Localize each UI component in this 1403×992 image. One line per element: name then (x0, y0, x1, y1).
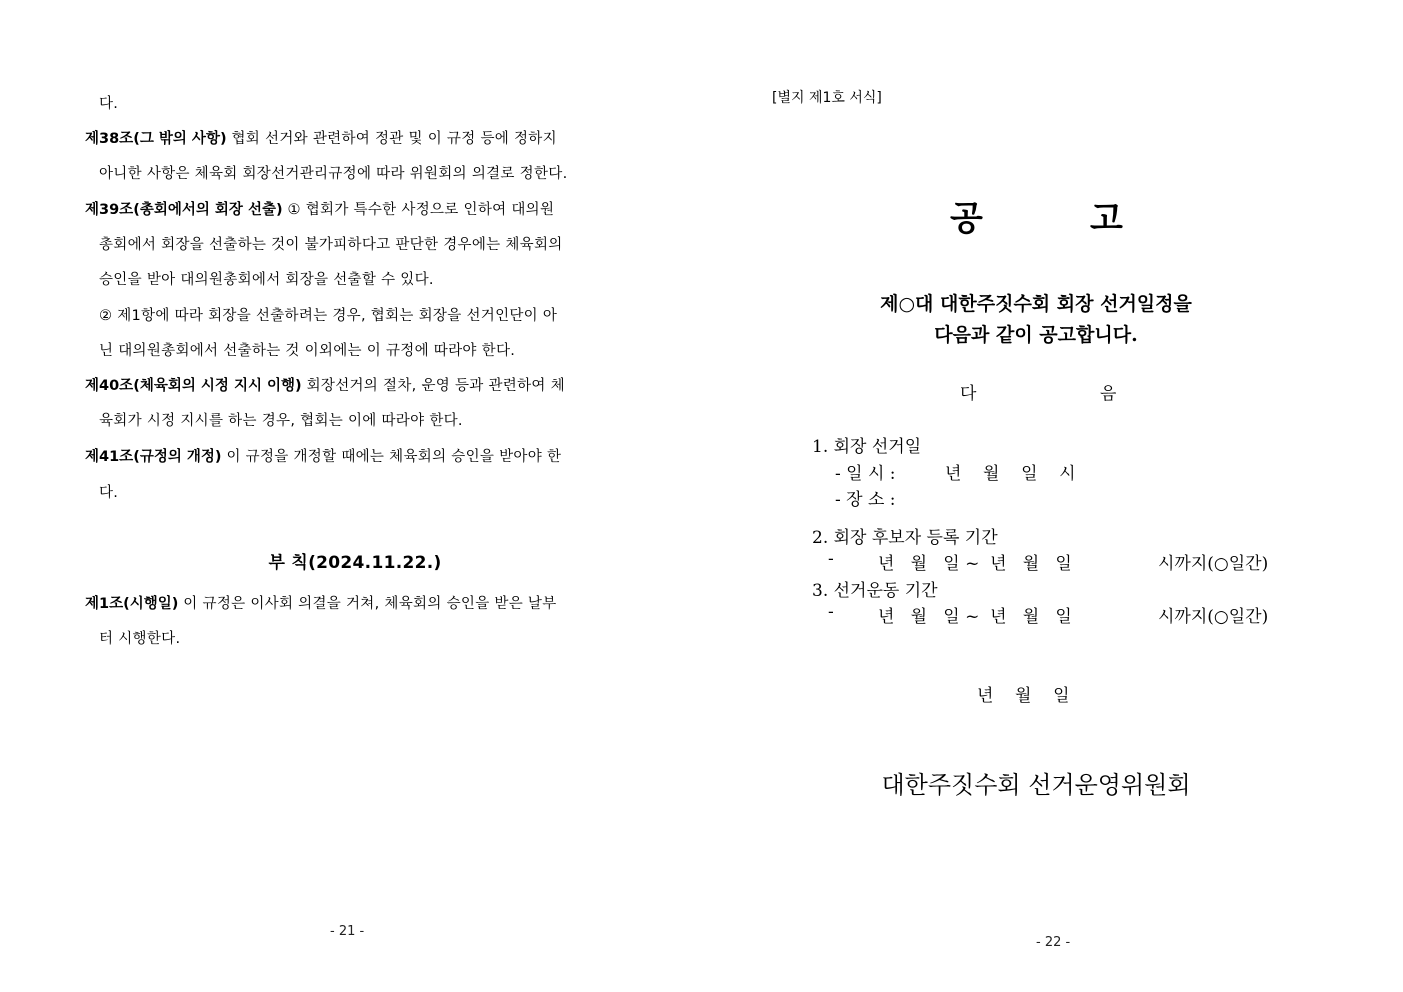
article-text: 협회 선거와 관련하여 정관 및 이 규정 등에 정하지 (226, 131, 557, 147)
text-line: 닌 대의원총회에서 선출하는 것 이외에는 이 규정에 따라야 한다. (99, 343, 516, 359)
item-2-heading: 2. 회장 후보자 등록 기간 (812, 528, 998, 548)
item-3-heading: 3. 선거운동 기간 (812, 581, 938, 601)
item-2-range: 년 월 일 ~ 년 월 일 (878, 554, 1072, 574)
form-label: [별지 제1호 서식] (772, 90, 882, 106)
page-number: - 22 - (1036, 935, 1071, 950)
notice-intro-line: 제○대 대한주짓수회 회장 선거일정을 (880, 293, 1192, 315)
notice-date-line: 년 월 일 (977, 686, 1070, 706)
item-3-dash: - (828, 602, 834, 622)
article-39 (85, 200, 625, 220)
notice-title-char: 고 (1090, 199, 1123, 239)
article-41 (85, 447, 625, 467)
item-3-until: 시까지(○일간) (1158, 607, 1269, 627)
text-line: 육회가 시정 지시를 하는 경우, 협회는 이에 따라야 한다. (99, 413, 463, 429)
text-line: 터 시행한다. (99, 631, 181, 647)
supplementary-article-1 (85, 594, 625, 614)
article-title: 제39조(총회에서의 회장 선출) (85, 202, 283, 218)
page-number: - 21 - (330, 924, 365, 939)
item-1-heading: 1. 회장 선거일 (812, 437, 922, 457)
item-1-place-label: - 장 소 : (835, 490, 896, 510)
item-1-datetime-label: - 일 시 : (835, 464, 896, 484)
article-text: 회장선거의 절차, 운영 등과 관련하여 체 (301, 378, 565, 394)
right-page (700, 0, 1403, 992)
article-38 (85, 129, 625, 149)
article-text: ① 협회가 특수한 사정으로 인하여 대의원 (282, 202, 555, 218)
text-line: 아니한 사항은 체육회 회장선거관리규정에 따라 위원회의 의결로 정한다. (99, 166, 568, 182)
da-label: 다 (960, 384, 977, 404)
article-title: 제1조(시행일) (85, 596, 179, 612)
article-40 (85, 376, 625, 396)
article-title: 제41조(규정의 개정) (85, 449, 222, 465)
notice-title-char: 공 (950, 199, 983, 239)
supplementary-heading: 부 칙(2024.11.22.) (268, 553, 442, 573)
article-title: 제40조(체육회의 시정 지시 이행) (85, 378, 302, 394)
item-2-until: 시까지(○일간) (1158, 554, 1269, 574)
left-page (0, 0, 700, 992)
item-3-range: 년 월 일 ~ 년 월 일 (878, 607, 1072, 627)
text-line: 승인을 받아 대의원총회에서 회장을 선출할 수 있다. (99, 272, 434, 288)
text-line: 다. (99, 96, 119, 112)
item-2-dash: - (828, 549, 834, 569)
notice-intro-line: 다음과 같이 공고합니다. (934, 324, 1138, 346)
text-line: 다. (99, 485, 119, 501)
article-text: 이 규정은 이사회 의결을 거쳐, 체육회의 승인을 받은 날부 (178, 596, 557, 612)
text-line: ② 제1항에 따라 회장을 선출하려는 경우, 협회는 회장을 선거인단이 아 (99, 308, 558, 324)
article-text: 이 규정을 개정할 때에는 체육회의 승인을 받아야 한 (221, 449, 562, 465)
article-title: 제38조(그 밖의 사항) (85, 131, 227, 147)
committee-name: 대한주짓수회 선거운영위원회 (881, 771, 1191, 799)
text-line: 총회에서 회장을 선출하는 것이 불가피하다고 판단한 경우에는 체육회의 (99, 237, 563, 253)
eum-label: 음 (1100, 384, 1117, 404)
item-1-datetime-value: 년 월 일 시 (945, 464, 1076, 484)
